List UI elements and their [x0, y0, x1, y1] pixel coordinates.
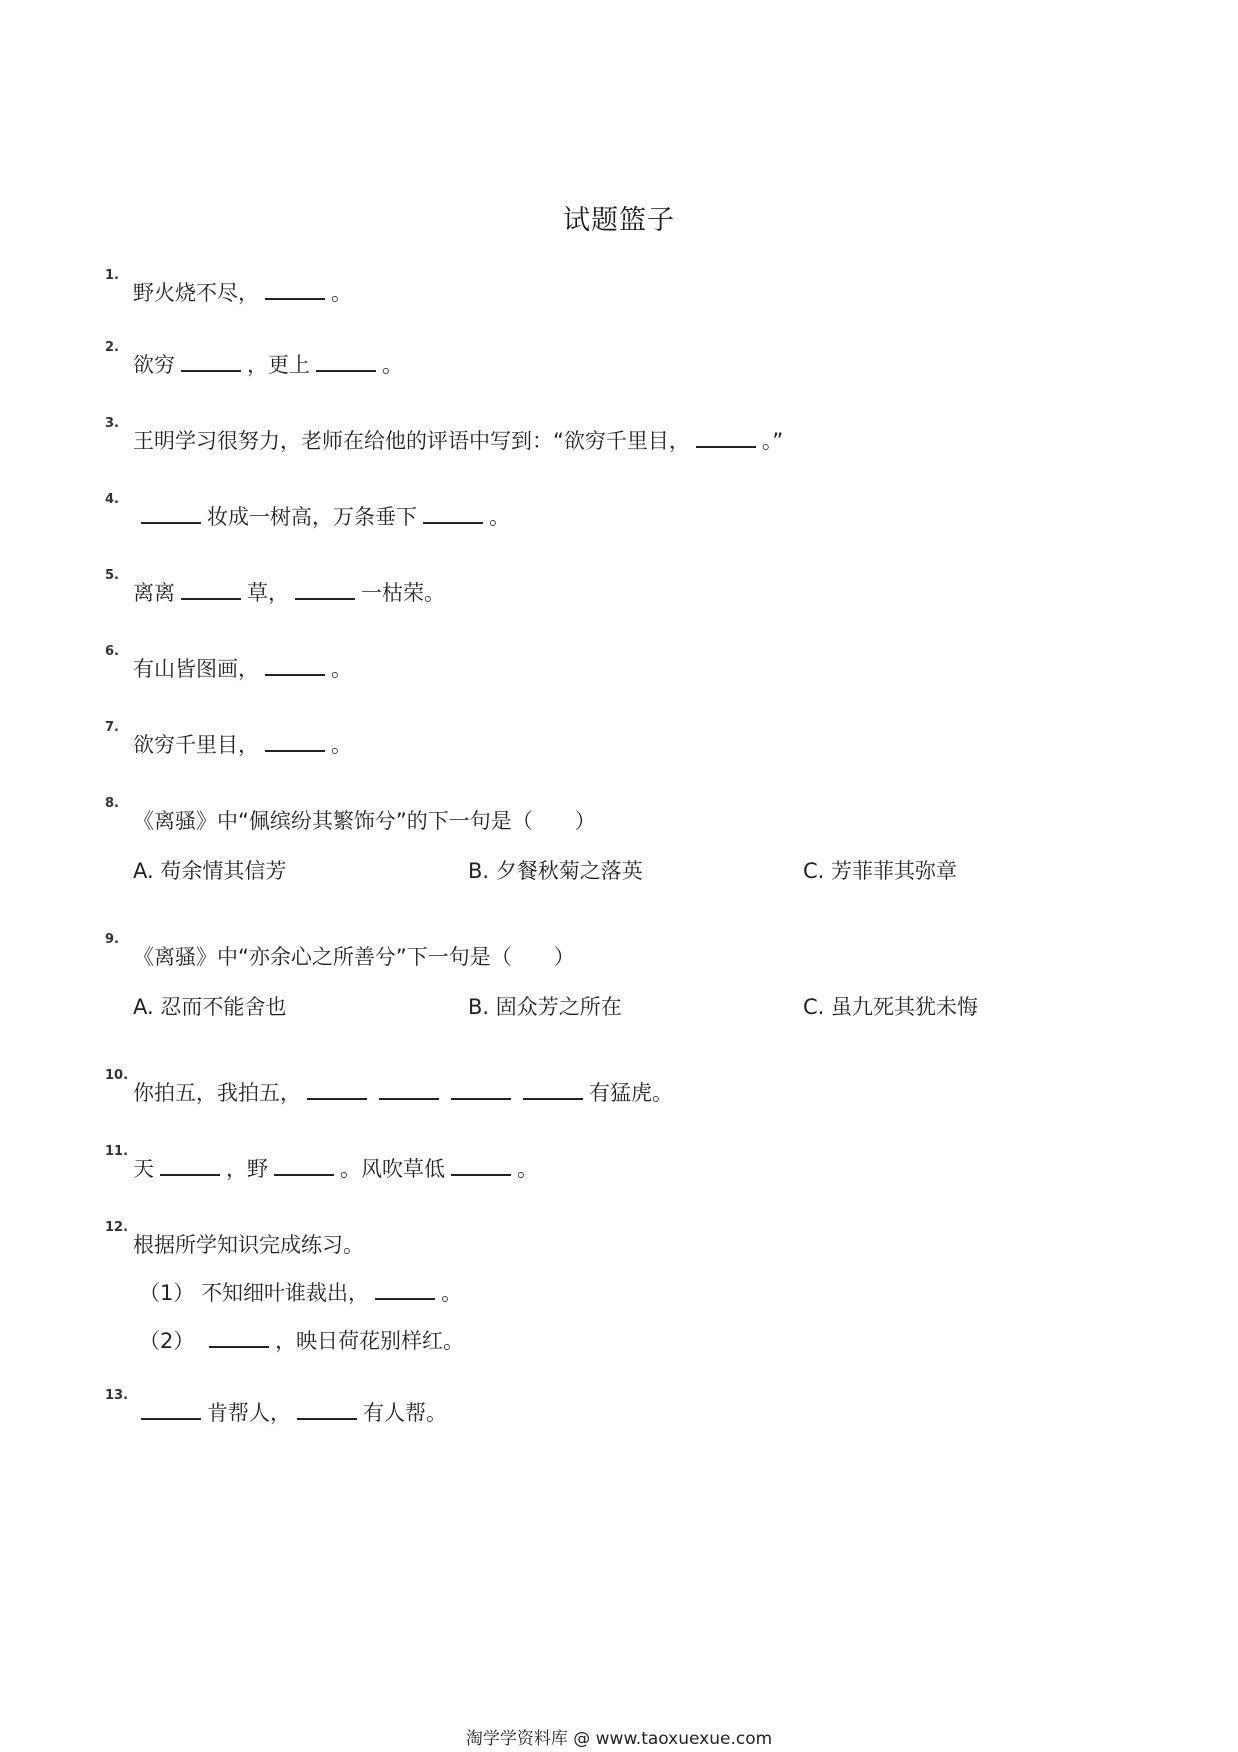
- option-c[interactable]: C. 芳菲菲其弥章: [803, 859, 958, 883]
- answer-blank[interactable]: [379, 1076, 439, 1100]
- question-number: 11.: [105, 1144, 129, 1159]
- answer-blank[interactable]: [451, 1152, 511, 1176]
- answer-blank[interactable]: [523, 1076, 583, 1100]
- options-row: [105, 990, 1165, 1024]
- option-b[interactable]: B. 夕餐秋菊之落英: [468, 859, 643, 883]
- question-text: 欲穷千里目， 。: [133, 728, 352, 762]
- sub-question-label: （2）: [139, 1329, 195, 1353]
- question-text: 王明学习很努力，老师在给他的评语中写到：“欲穷千里目， 。”: [133, 424, 783, 458]
- question-number: 10.: [105, 1068, 129, 1083]
- question-number: 4.: [105, 492, 119, 507]
- question-13: [105, 1388, 1165, 1430]
- question-1: [105, 268, 1165, 310]
- footer-watermark: 淘学学资料库 @ www.taoxuexue.com: [465, 1729, 773, 1749]
- question-number: 2.: [105, 340, 119, 355]
- question-7: [105, 720, 1165, 762]
- option-a[interactable]: A. 忍而不能舍也: [133, 995, 287, 1019]
- answer-blank[interactable]: [375, 1276, 435, 1300]
- question-stem: 《离骚》中“亦余心之所善兮”下一句是（ ）: [133, 945, 575, 969]
- answer-blank[interactable]: [209, 1324, 269, 1348]
- question-text: 天 ，野 。风吹草低 。: [133, 1152, 538, 1186]
- option-c[interactable]: C. 虽九死其犹未悔: [803, 995, 979, 1019]
- answer-blank[interactable]: [265, 652, 325, 676]
- question-number: 5.: [105, 568, 119, 583]
- question-text: 有山皆图画， 。: [133, 652, 352, 686]
- question-number: 7.: [105, 720, 119, 735]
- answer-blank[interactable]: [295, 576, 355, 600]
- question-number: 6.: [105, 644, 119, 659]
- option-a[interactable]: A. 苟余情其信芳: [133, 859, 287, 883]
- answer-blank[interactable]: [696, 424, 756, 448]
- answer-blank[interactable]: [451, 1076, 511, 1100]
- question-12: [105, 1220, 1165, 1358]
- question-9: [105, 932, 1165, 1024]
- answer-blank[interactable]: [307, 1076, 367, 1100]
- sub-question-label: （1）: [139, 1281, 195, 1305]
- answer-blank[interactable]: [423, 500, 483, 524]
- question-number: 12.: [105, 1220, 129, 1235]
- question-4: [105, 492, 1165, 534]
- answer-blank[interactable]: [316, 348, 376, 372]
- question-10: [105, 1068, 1165, 1110]
- answer-blank[interactable]: [141, 500, 201, 524]
- answer-blank[interactable]: [274, 1152, 334, 1176]
- answer-blank[interactable]: [181, 576, 241, 600]
- question-number: 3.: [105, 416, 119, 431]
- question-2: [105, 340, 1165, 382]
- question-text: 肯帮人， 有人帮。: [133, 1396, 447, 1430]
- sub-question-1: （1） 不知细叶谁裁出， 。: [105, 1276, 1165, 1310]
- question-3: [105, 416, 1165, 458]
- option-b[interactable]: B. 固众芳之所在: [468, 995, 622, 1019]
- question-text: 离离 草， 一枯荣。: [133, 576, 445, 610]
- question-number: 9.: [105, 932, 119, 947]
- question-stem: 《离骚》中“佩缤纷其繁饰兮”的下一句是（ ）: [133, 809, 596, 833]
- question-text: 你拍五，我拍五， 有猛虎。: [133, 1076, 673, 1110]
- question-text: 野火烧不尽， 。: [133, 276, 352, 310]
- answer-blank[interactable]: [141, 1396, 201, 1420]
- question-number: 1.: [105, 268, 119, 283]
- answer-blank[interactable]: [265, 728, 325, 752]
- question-8: [105, 796, 1165, 888]
- options-row: [105, 854, 1165, 888]
- answer-blank[interactable]: [181, 348, 241, 372]
- question-text: 妆成一树高，万条垂下 。: [133, 500, 510, 534]
- question-number: 13.: [105, 1388, 129, 1403]
- question-text: 欲穷 ，更上 。: [133, 348, 403, 382]
- question-5: [105, 568, 1165, 610]
- page-title: 试题篮子: [563, 205, 675, 236]
- question-number: 8.: [105, 796, 119, 811]
- question-stem: 根据所学知识完成练习。: [133, 1233, 364, 1257]
- answer-blank[interactable]: [297, 1396, 357, 1420]
- sub-question-2: （2） ，映日荷花别样红。: [105, 1324, 1165, 1358]
- answer-blank[interactable]: [265, 276, 325, 300]
- answer-blank[interactable]: [160, 1152, 220, 1176]
- question-6: [105, 644, 1165, 686]
- question-11: [105, 1144, 1165, 1186]
